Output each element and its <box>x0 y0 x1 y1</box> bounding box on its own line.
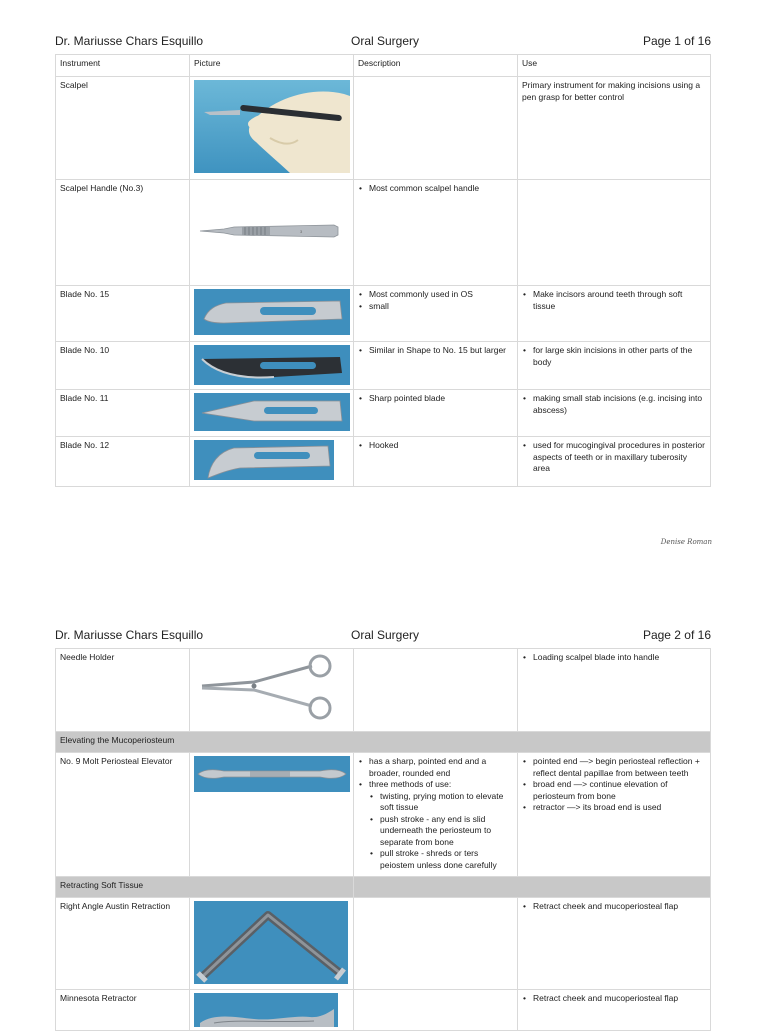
instrument-name: Needle Holder <box>56 649 190 732</box>
sub-list <box>369 791 513 872</box>
table-row <box>56 390 711 437</box>
sub-item: • push stroke - any end is slid underneath the periosteum to separate from bone <box>380 814 513 849</box>
description-item: • Sharp pointed blade <box>369 393 513 405</box>
scalpel-photo <box>194 80 350 173</box>
use-item: • Retract cheek and mucoperiosteal flap <box>533 901 706 913</box>
description-item: • has a sharp, pointed end and a broader, rounded end <box>369 756 513 779</box>
use-list <box>522 756 706 814</box>
instrument-name: No. 9 Molt Periosteal Elevator <box>56 753 190 877</box>
table-row <box>56 77 711 180</box>
use-item: • Retract cheek and mucoperiosteal flap <box>533 993 706 1005</box>
use-item: • used for mucogingival procedures in posterior aspects of teeth or in maxillary tuberosity area <box>533 440 706 475</box>
instrument-name: Minnesota Retractor <box>56 990 190 1031</box>
table-row <box>56 753 711 877</box>
description-list <box>358 393 513 405</box>
use-item: • Make incisors around teeth through soft tissue <box>533 289 706 312</box>
description-item: • Most common scalpel handle <box>369 183 513 195</box>
use-list <box>522 993 706 1005</box>
instrument-name: Scalpel Handle (No.3) <box>56 180 190 286</box>
header-author: Dr. Mariusse Chars Esquillo <box>55 34 204 48</box>
description-item: • small <box>369 301 513 313</box>
use-item: • broad end —> continue elevation of periosteum from bone <box>533 779 706 802</box>
table-row <box>56 990 711 1031</box>
use-item: • Loading scalpel blade into handle <box>533 652 706 664</box>
signature: Denise Roman <box>660 538 712 546</box>
blade-10-photo <box>194 345 350 385</box>
table-header-row <box>56 55 711 77</box>
use-list <box>522 289 706 312</box>
table-row <box>56 437 711 487</box>
needle-holder-photo <box>194 652 350 726</box>
sub-item: • pull stroke - shreds or ters peiostem unless done carefully <box>380 848 513 871</box>
instrument-table <box>55 54 711 487</box>
header-page-number: Page 1 of 16 <box>642 34 711 48</box>
blade-15-photo <box>194 289 350 335</box>
description-item: • Hooked <box>369 440 513 452</box>
use-list <box>522 440 706 475</box>
table-row <box>56 180 711 286</box>
use-item: • pointed end —> begin periosteal reflection + reflect dental papillae from between teeth <box>533 756 706 779</box>
table-row <box>56 286 711 342</box>
description-list <box>358 345 513 357</box>
use-list <box>522 901 706 913</box>
instrument-name: Blade No. 12 <box>56 437 190 487</box>
table-row <box>56 898 711 990</box>
use-item: • making small stab incisions (e.g. incising into abscess) <box>533 393 706 416</box>
scalpel-handle-photo <box>194 183 350 279</box>
austin-retractor-photo <box>194 901 348 984</box>
page-header <box>55 34 711 50</box>
use-item: • for large skin incisions in other parts of the body <box>533 345 706 368</box>
header-author: Dr. Mariusse Chars Esquillo <box>55 628 204 642</box>
instrument-name: Blade No. 11 <box>56 390 190 437</box>
description-text: three methods of use: <box>369 779 452 789</box>
use-item: • retractor —> its broad end is used <box>533 802 706 814</box>
section-row <box>56 877 711 898</box>
instrument-name: Right Angle Austin Retraction <box>56 898 190 990</box>
molt-elevator-photo <box>194 756 350 792</box>
description-list <box>358 183 513 195</box>
use-list <box>522 393 706 416</box>
sub-item: • twisting, prying motion to elevate soft tissue <box>380 791 513 814</box>
blade-11-photo <box>194 393 350 431</box>
table-row <box>56 342 711 390</box>
description-list <box>358 440 513 452</box>
page-header <box>55 628 711 644</box>
column-header: Picture <box>190 55 354 77</box>
column-header: Instrument <box>56 55 190 77</box>
column-header: Description <box>354 55 518 77</box>
blade-12-photo <box>194 440 334 480</box>
section-title: Elevating the Mucoperiosteum <box>56 732 711 753</box>
minnesota-retractor-photo <box>194 993 338 1027</box>
instrument-name: Blade No. 10 <box>56 342 190 390</box>
use-text: Primary instrument for making incisions using a pen grasp for better control <box>518 77 711 180</box>
column-header: Use <box>518 55 711 77</box>
instrument-name: Scalpel <box>56 77 190 180</box>
section-row <box>56 732 711 753</box>
instrument-name: Blade No. 15 <box>56 286 190 342</box>
description-item: • Similar in Shape to No. 15 but larger <box>369 345 513 357</box>
use-list <box>522 345 706 368</box>
description-list <box>358 756 513 871</box>
header-subject: Oral Surgery <box>351 34 420 48</box>
instrument-table <box>55 648 711 1031</box>
header-page-number: Page 2 of 16 <box>642 628 711 642</box>
section-title: Retracting Soft Tissue <box>56 877 354 898</box>
description-item: • Most commonly used in OS <box>369 289 513 301</box>
table-row <box>56 649 711 732</box>
header-subject: Oral Surgery <box>351 628 420 642</box>
description-list <box>358 289 513 312</box>
svg-text:3: 3 <box>300 229 303 234</box>
description-item <box>369 779 513 871</box>
use-list <box>522 652 706 664</box>
